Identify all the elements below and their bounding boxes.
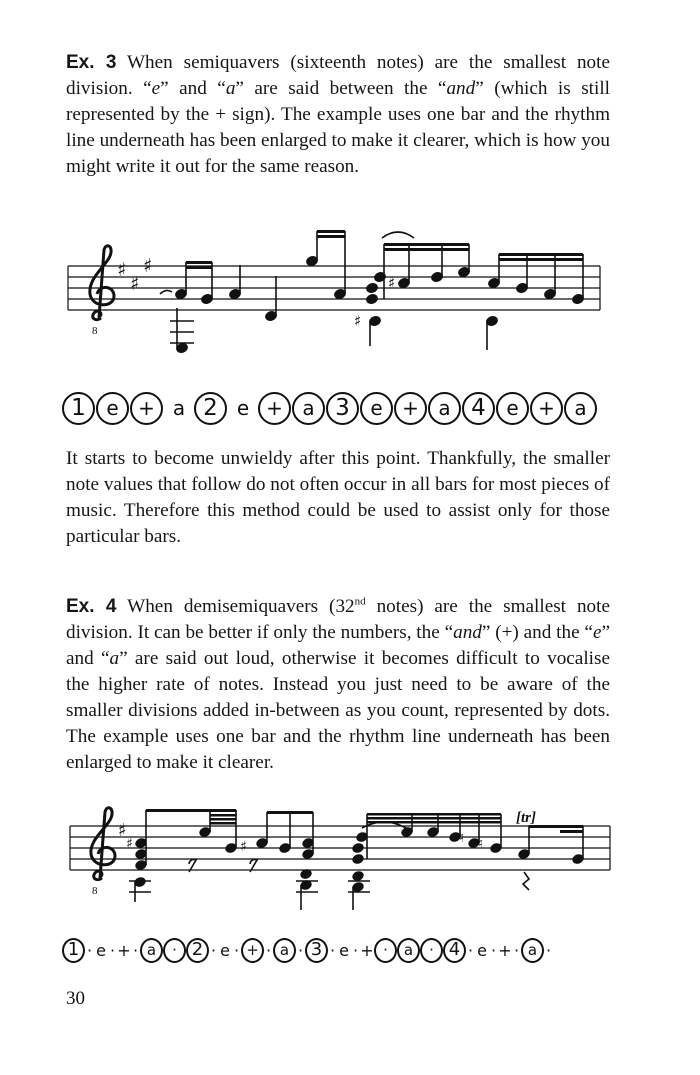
count-syllable: e: [220, 940, 230, 960]
ex3-e: e: [151, 78, 161, 99]
count-dot: ·: [210, 940, 217, 960]
count-number-circled: 3: [326, 392, 359, 425]
count-dot: ·: [545, 940, 552, 960]
svg-text:♯: ♯: [354, 312, 362, 330]
svg-text:♯: ♯: [240, 839, 247, 855]
ex3-label: Ex. 3: [66, 52, 117, 73]
count-syllable-circled: ·: [420, 938, 443, 963]
count-syllable-circled: a: [140, 938, 163, 963]
count-syllable: e: [477, 940, 487, 960]
svg-text:♯: ♯: [126, 836, 133, 852]
ex4-superscript: nd: [354, 595, 366, 608]
ex3-text: ” are said between the “: [235, 78, 447, 99]
count-syllable: e: [96, 940, 106, 960]
count-syllable-circled: ·: [374, 938, 397, 963]
count-syllable-circled: +: [530, 392, 563, 425]
ex3-music-staff: [0, 218, 700, 368]
ex4-e: e: [592, 622, 602, 643]
count-dot: ·: [86, 940, 93, 960]
ex4-music-staff: [0, 790, 700, 930]
count-syllable-circled: +: [394, 392, 427, 425]
count-syllable: e: [339, 940, 349, 960]
ex3-paragraph: [66, 50, 610, 180]
count-syllable: e: [236, 396, 250, 420]
octave-mark: 8: [92, 885, 98, 897]
count-number-circled: 4: [443, 938, 466, 963]
page-number: 30: [66, 988, 85, 1009]
treble-clef-icon: [90, 246, 114, 320]
count-dot: ·: [490, 940, 497, 960]
ex3-text: ” and “: [160, 78, 226, 99]
ex3-rhythm-line: [62, 386, 598, 430]
ex3-text: ” (which is still represented by the + sign). The example uses one bar and the rhythm line underneath has been enlarged to make it clearer, which is how you might write it out for the same reason.: [66, 78, 610, 177]
count-dot: ·: [513, 940, 520, 960]
count-syllable-circled: a: [521, 938, 544, 963]
count-syllable-circled: a: [428, 392, 461, 425]
svg-text:♮: ♮: [459, 830, 465, 846]
trill-mark: [tr]: [516, 810, 537, 826]
count-syllable: +: [498, 940, 512, 960]
count-number-circled: 2: [194, 392, 227, 425]
treble-clef-icon: [91, 808, 115, 880]
count-dot: ·: [297, 940, 304, 960]
ex4-and: and: [453, 622, 482, 643]
count-syllable: +: [117, 940, 131, 960]
count-syllable-circled: e: [96, 392, 129, 425]
count-dot: ·: [352, 940, 359, 960]
ex4-text: When demisemiquavers (32: [116, 596, 355, 617]
ex3-text: When semiquavers (sixteenth notes) are the smallest note division. “: [66, 52, 610, 99]
ex4-rhythm-line: [62, 928, 553, 972]
ex4-paragraph: [66, 594, 610, 776]
count-syllable: +: [360, 940, 374, 960]
ex4-text: notes) are the smallest note division. It can be better if only the numbers, the “: [66, 596, 610, 643]
count-number-circled: 1: [62, 938, 85, 963]
count-dot: ·: [132, 940, 139, 960]
count-syllable: a: [172, 396, 186, 420]
count-number-circled: 1: [62, 392, 95, 425]
ex4-a: a: [109, 648, 120, 669]
ex4-text: ” (+) and the “: [481, 622, 593, 643]
count-syllable-circled: a: [292, 392, 325, 425]
count-dot: ·: [233, 940, 240, 960]
svg-text:♯: ♯: [130, 273, 140, 295]
svg-text:♯: ♯: [118, 820, 127, 841]
count-syllable-circled: +: [258, 392, 291, 425]
count-syllable-circled: a: [397, 938, 420, 963]
ex4-text: ” are said out loud, otherwise it becomes difficult to vocalise the higher rate of notes. Instead you just need to be aware of the smaller divisions added in-between as you count, represented by dots. The example uses one bar and the rhythm line underneath has been enlarged to make it clearer.: [66, 648, 610, 773]
svg-text:♮: ♮: [478, 836, 484, 852]
ex3-a: a: [225, 78, 236, 99]
count-syllable-circled: +: [130, 392, 163, 425]
count-syllable-circled: e: [360, 392, 393, 425]
ex3-and: and: [446, 78, 476, 99]
count-syllable-circled: e: [496, 392, 529, 425]
count-syllable-circled: +: [241, 938, 264, 963]
count-dot: ·: [265, 940, 272, 960]
middle-paragraph: It starts to become unwieldy after this point. Thankfully, the smaller note values that follow do not often occur in all bars for most pieces of music. Therefore this method could be used to assist only for those particular bars.: [66, 448, 610, 547]
count-number-circled: 3: [305, 938, 328, 963]
count-dot: ·: [109, 940, 116, 960]
count-dot: ·: [329, 940, 336, 960]
count-syllable-circled: ·: [163, 938, 186, 963]
count-number-circled: 4: [462, 392, 495, 425]
svg-text:♯: ♯: [388, 274, 396, 292]
svg-text:♯: ♯: [117, 259, 127, 281]
count-syllable-circled: a: [273, 938, 296, 963]
count-syllable-circled: a: [564, 392, 597, 425]
ex4-text: ” and “: [66, 622, 611, 669]
ex4-label: Ex. 4: [66, 596, 117, 617]
octave-mark: 8: [92, 325, 98, 337]
count-number-circled: 2: [186, 938, 209, 963]
key-signature-sharps: [117, 255, 152, 295]
svg-text:♯: ♯: [143, 255, 153, 277]
count-dot: ·: [467, 940, 474, 960]
